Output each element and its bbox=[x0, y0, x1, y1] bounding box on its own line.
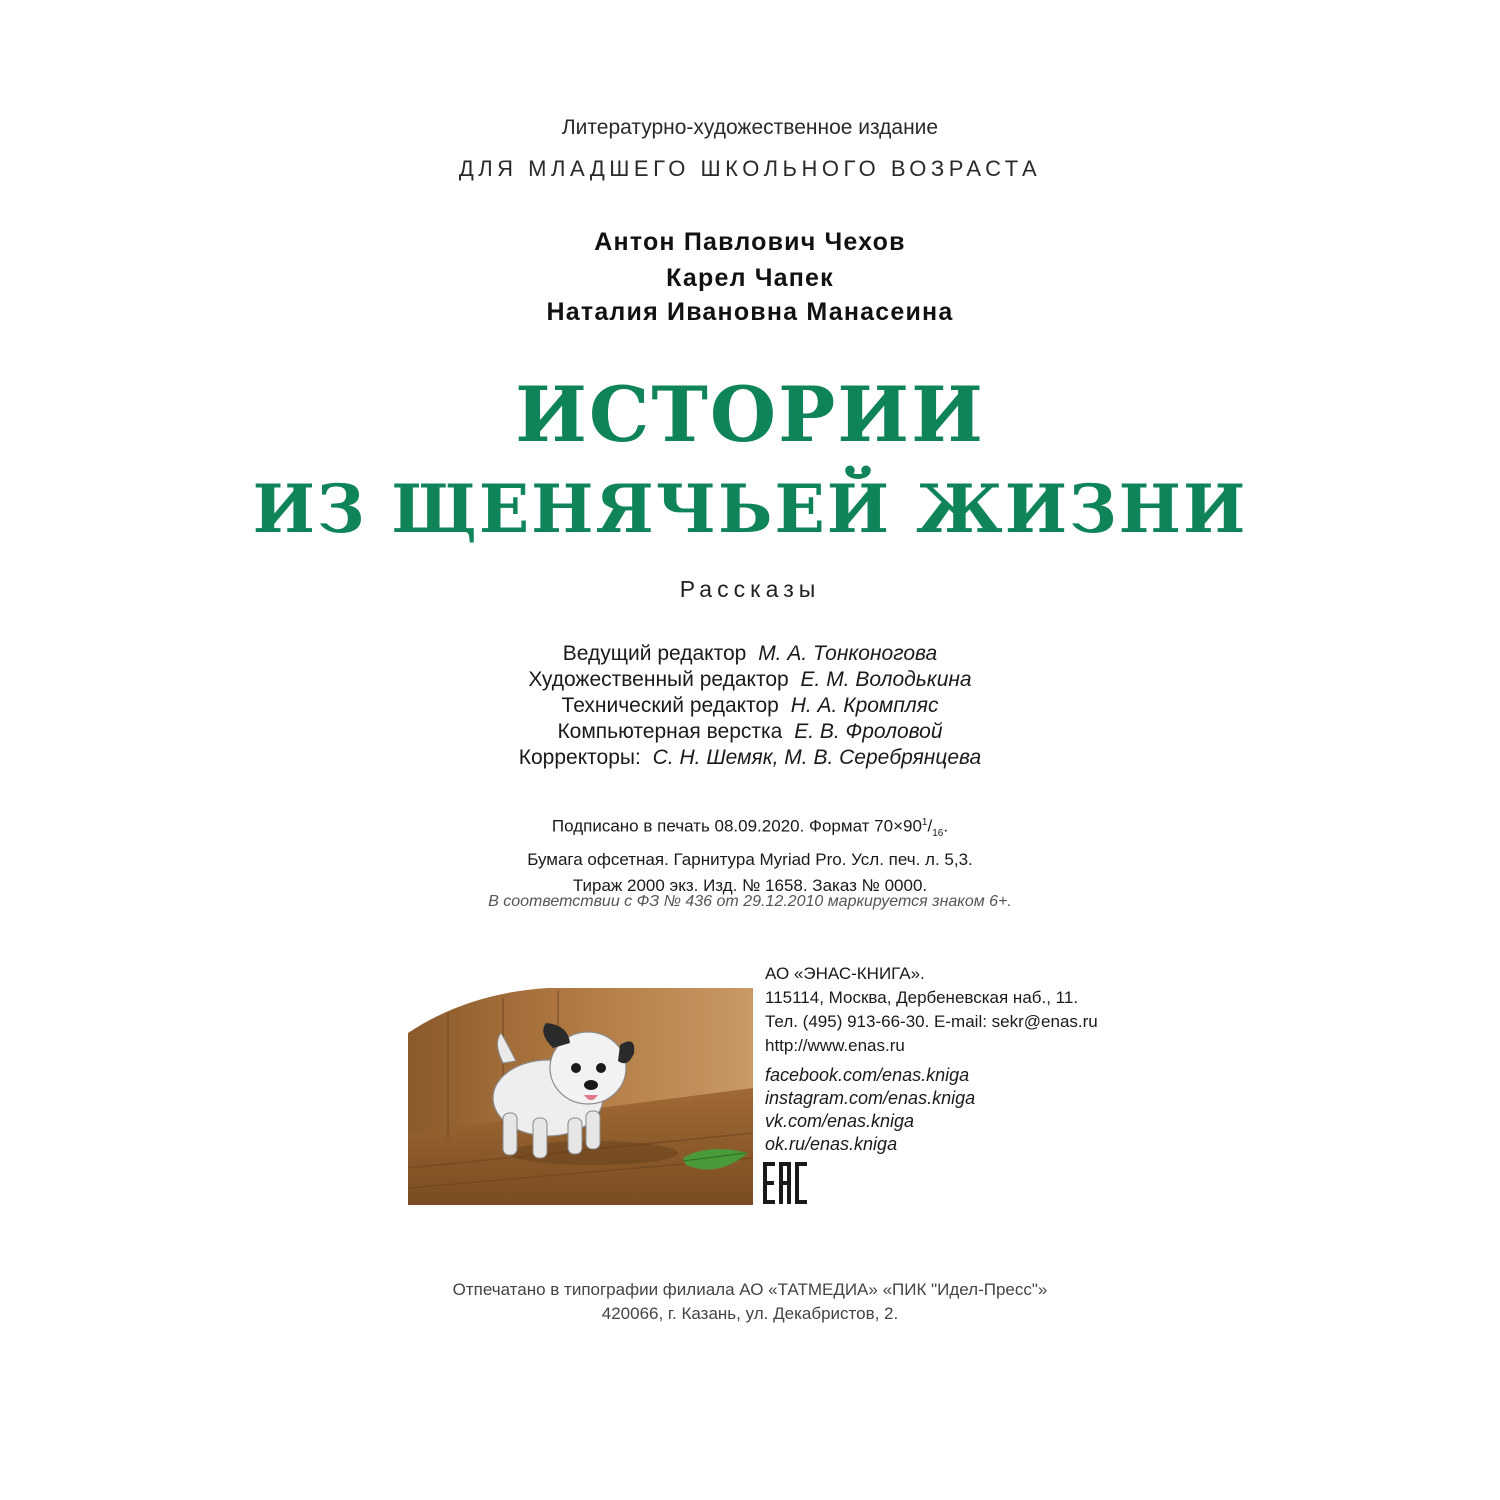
credit-row bbox=[0, 667, 1500, 693]
format-slash: / bbox=[927, 816, 933, 836]
credit-role: Художественный редактор bbox=[528, 668, 789, 691]
credit-role: Ведущий редактор bbox=[562, 642, 747, 665]
instagram-link[interactable]: instagram.com/enas.kniga bbox=[765, 1088, 976, 1108]
author-2: Карел Чапек bbox=[666, 264, 834, 292]
genre-label: Рассказы bbox=[679, 576, 821, 602]
credit-name: Е. М. Володькина bbox=[800, 668, 972, 691]
facebook-link[interactable]: facebook.com/enas.kniga bbox=[765, 1065, 970, 1085]
credit-name: М. А. Тонконогова bbox=[758, 642, 938, 665]
publisher-address: 115114, Москва, Дербеневская наб., 11. bbox=[765, 988, 1079, 1007]
publisher-info bbox=[765, 962, 1098, 1058]
eac-certification-mark-icon bbox=[763, 1162, 809, 1204]
paper-font-line: Бумага офсетная. Гарнитура Myriad Pro. Усл. печ. л. 5,3. bbox=[527, 850, 973, 870]
book-title-line-1: ИСТОРИИ bbox=[515, 370, 985, 459]
ok-link[interactable]: ok.ru/enas.kniga bbox=[765, 1134, 898, 1154]
printer-name: Отпечатано в типографии филиала АО «ТАТМЕДИА» «ПИК "Идел-Пресс"» bbox=[452, 1280, 1048, 1299]
format-denominator: 16 bbox=[932, 828, 944, 840]
credit-row bbox=[0, 719, 1500, 745]
credit-role: Технический редактор bbox=[561, 694, 779, 717]
publisher-contacts[interactable]: Тел. (495) 913-66-30. E-mail: sekr@enas.ru bbox=[765, 1012, 1098, 1031]
printer-address: 420066, г. Казань, ул. Декабристов, 2. bbox=[601, 1304, 899, 1323]
publisher-website-link[interactable]: http://www.enas.ru bbox=[765, 1036, 905, 1055]
author-1: Антон Павлович Чехов bbox=[594, 228, 906, 256]
credit-row bbox=[0, 641, 1500, 667]
printer-info bbox=[0, 1278, 1500, 1326]
publisher-name: АО «ЭНАС-КНИГА». bbox=[765, 964, 925, 983]
credit-role: Корректоры: bbox=[518, 746, 641, 769]
age-rating-notice: В соответствии с ФЗ № 436 от 29.12.2010 маркируется знаком 6+. bbox=[488, 893, 1012, 910]
book-title-line-2: ИЗ ЩЕНЯЧЬЕЙ ЖИЗНИ bbox=[252, 470, 1248, 548]
social-links bbox=[765, 1064, 975, 1156]
format-period: . bbox=[943, 816, 949, 836]
print-format-text: Подписано в печать 08.09.2020. Формат 70×90 bbox=[551, 816, 922, 836]
credits-block bbox=[0, 641, 1500, 771]
puppy-illustration bbox=[408, 983, 753, 1205]
credit-role: Компьютерная верстка bbox=[557, 720, 783, 743]
author-3: Наталия Ивановна Манасеина bbox=[546, 298, 954, 326]
print-details bbox=[0, 810, 1500, 899]
credit-name: Н. А. Кромпляс bbox=[790, 694, 939, 717]
credit-row bbox=[0, 745, 1500, 771]
format-numerator: 1 bbox=[921, 817, 928, 828]
print-format-line bbox=[0, 810, 1500, 847]
vk-link[interactable]: vk.com/enas.kniga bbox=[765, 1111, 915, 1131]
credit-name: Е. В. Фроловой bbox=[794, 720, 943, 743]
edition-type: Литературно-художественное издание bbox=[561, 116, 939, 139]
target-audience: ДЛЯ МЛАДШЕГО ШКОЛЬНОГО ВОЗРАСТА bbox=[458, 156, 1042, 181]
credit-row bbox=[0, 693, 1500, 719]
credit-name: С. Н. Шемяк, М. В. Серебрянцева bbox=[652, 746, 982, 769]
print-run-line: Тираж 2000 экз. Изд. № 1658. Заказ № 0000. bbox=[572, 876, 928, 896]
